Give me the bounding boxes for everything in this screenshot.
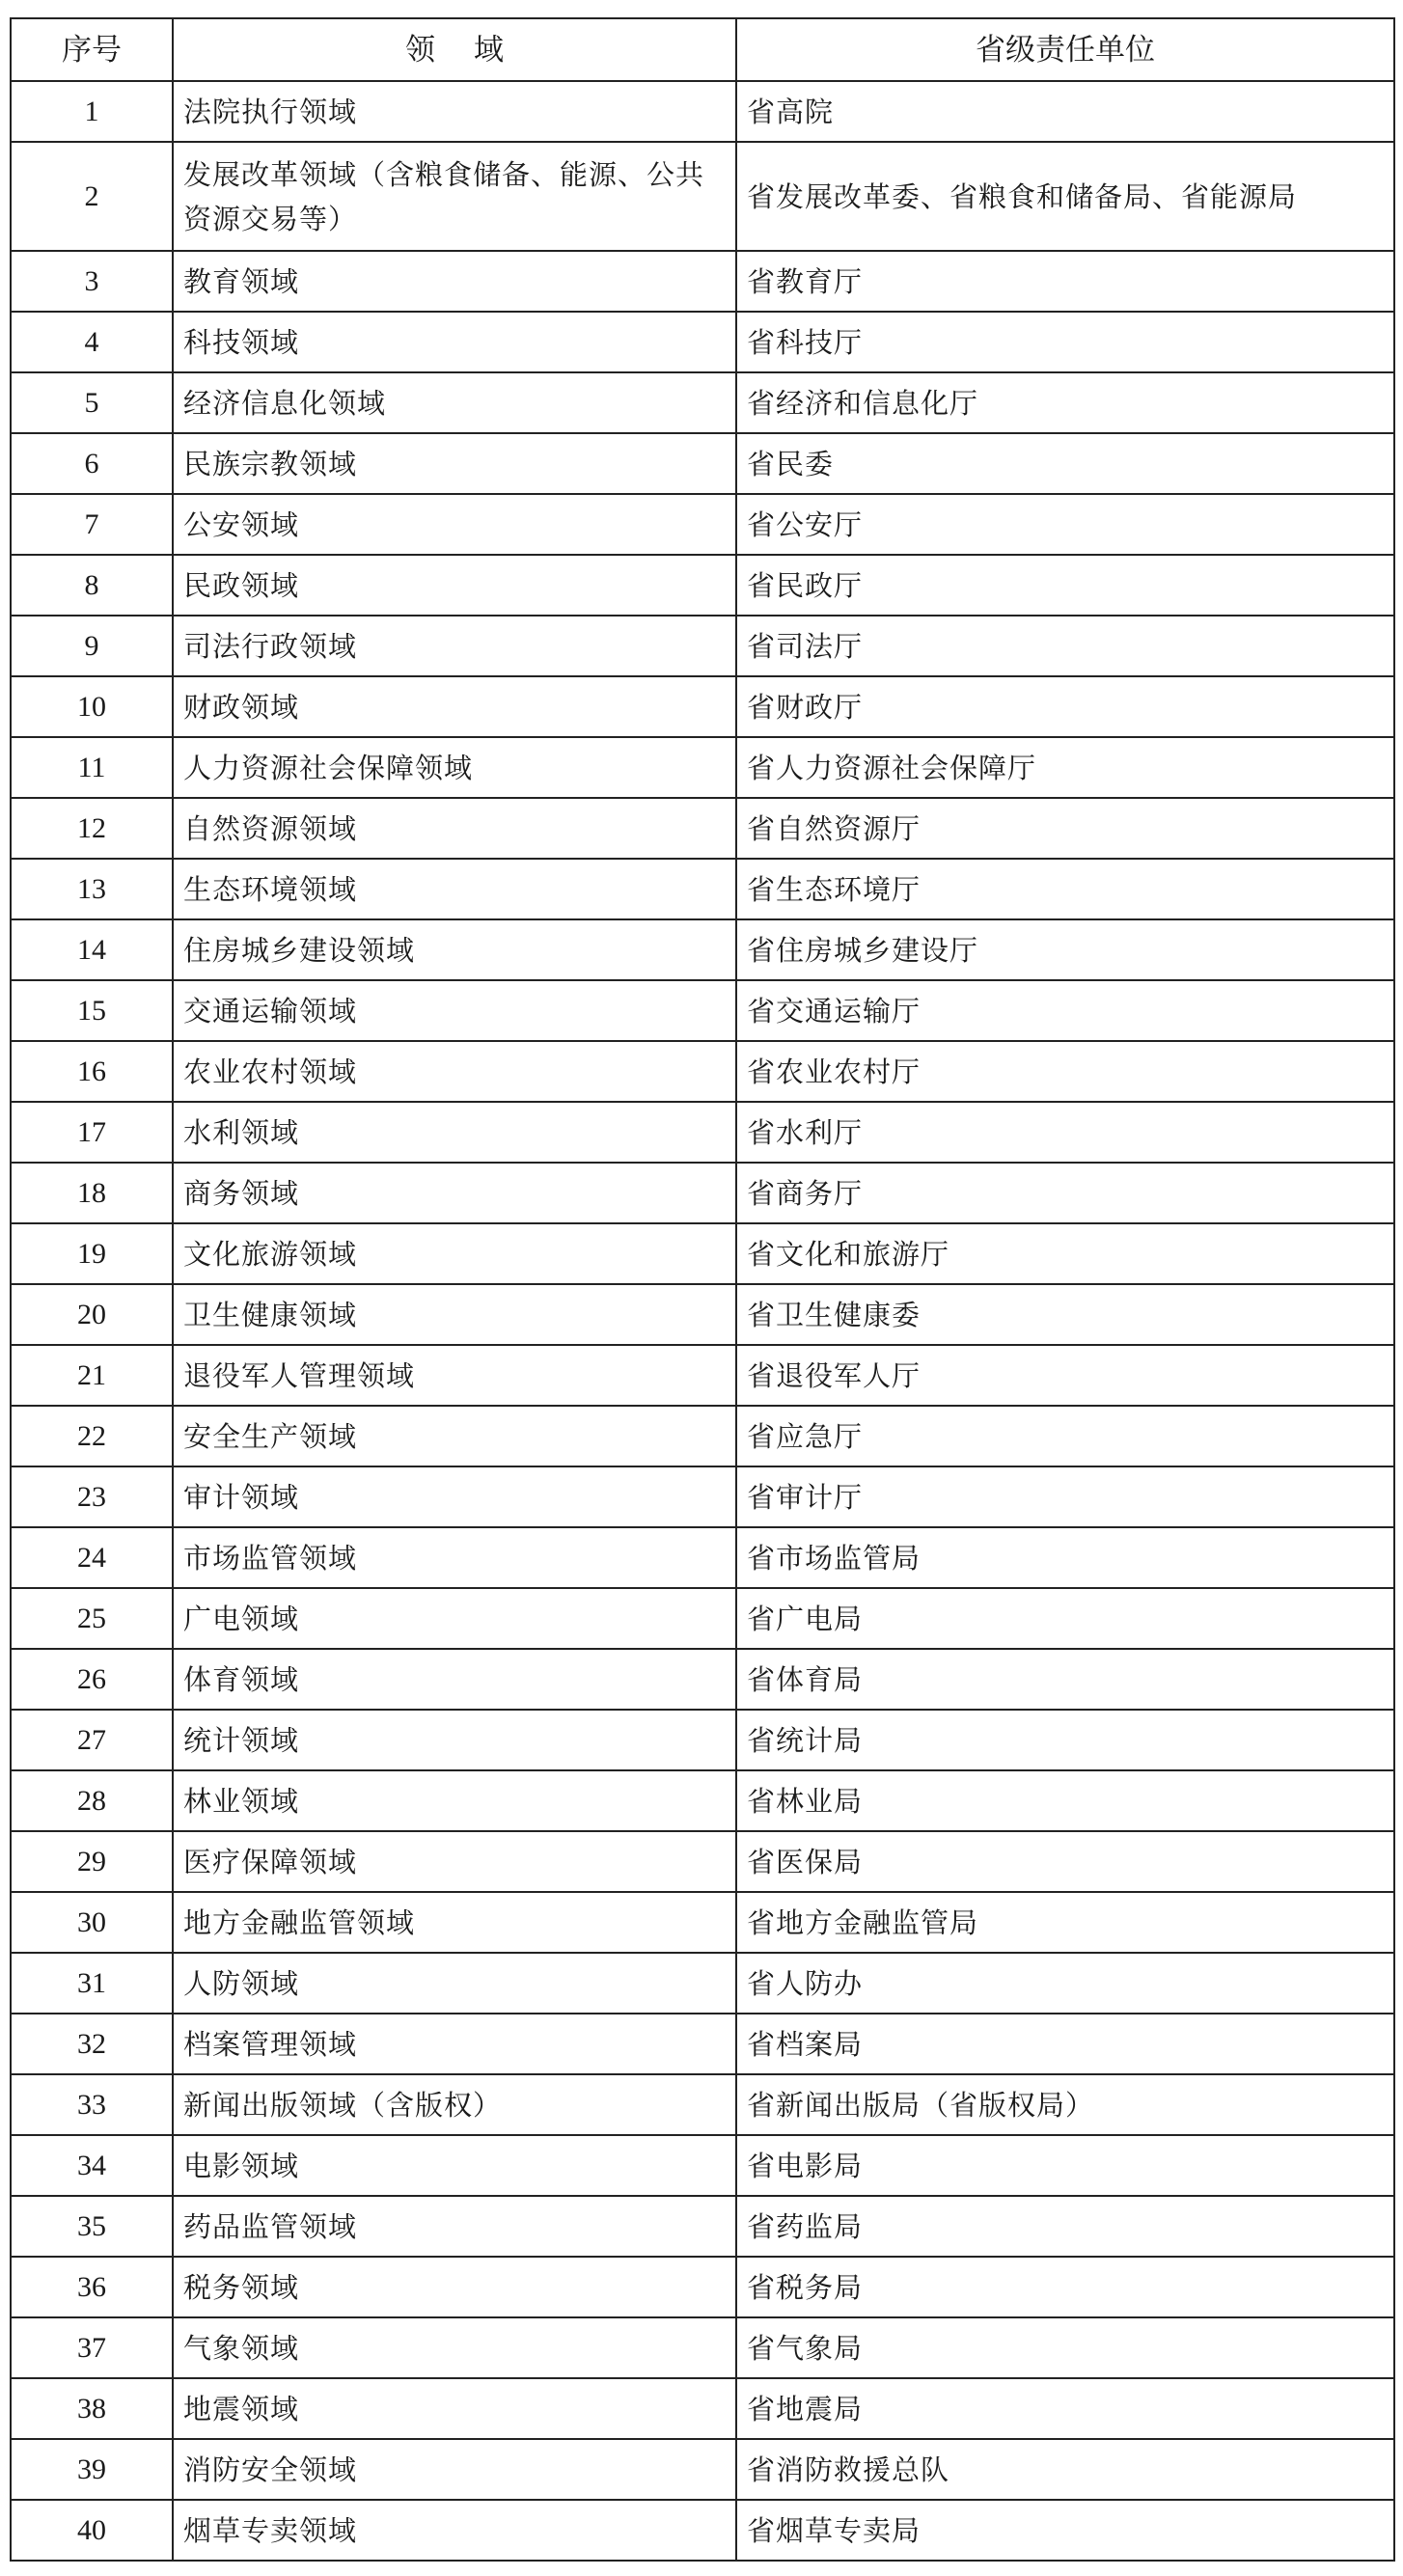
- row-responsible-unit: 省新闻出版局（省版权局）: [736, 2074, 1394, 2135]
- row-domain: 电影领域: [173, 2135, 736, 2196]
- row-domain: 统计领域: [173, 1710, 736, 1770]
- row-responsible-unit: 省统计局: [736, 1710, 1394, 1770]
- row-responsible-unit: 省财政厅: [736, 676, 1394, 737]
- row-responsible-unit: 省自然资源厅: [736, 798, 1394, 859]
- row-domain: 自然资源领域: [173, 798, 736, 859]
- row-serial-number: 25: [11, 1588, 173, 1649]
- row-domain: 人力资源社会保障领域: [173, 737, 736, 798]
- header-domain: 领域: [173, 18, 736, 81]
- table-row: [11, 312, 1394, 372]
- row-serial-number: 26: [11, 1649, 173, 1710]
- row-responsible-unit: 省司法厅: [736, 616, 1394, 676]
- table-row: [11, 2257, 1394, 2317]
- row-serial-number: 40: [11, 2500, 173, 2561]
- row-responsible-unit: 省科技厅: [736, 312, 1394, 372]
- row-responsible-unit: 省民政厅: [736, 555, 1394, 616]
- row-responsible-unit: 省文化和旅游厅: [736, 1223, 1394, 1284]
- row-domain: 生态环境领域: [173, 859, 736, 919]
- row-domain: 科技领域: [173, 312, 736, 372]
- table-row: [11, 1892, 1394, 1953]
- row-domain: 新闻出版领域（含版权）: [173, 2074, 736, 2135]
- table-row: [11, 2135, 1394, 2196]
- row-responsible-unit: 省发展改革委、省粮食和储备局、省能源局: [736, 142, 1394, 251]
- row-domain: 广电领域: [173, 1588, 736, 1649]
- row-serial-number: 8: [11, 555, 173, 616]
- table-row: [11, 798, 1394, 859]
- row-serial-number: 32: [11, 2014, 173, 2074]
- row-domain: 安全生产领域: [173, 1406, 736, 1466]
- row-responsible-unit: 省人防办: [736, 1953, 1394, 2014]
- row-responsible-unit: 省商务厅: [736, 1163, 1394, 1223]
- table-row: [11, 1041, 1394, 1102]
- row-responsible-unit: 省烟草专卖局: [736, 2500, 1394, 2561]
- row-responsible-unit: 省民委: [736, 433, 1394, 494]
- table-body: [11, 81, 1394, 2561]
- table-row: [11, 2500, 1394, 2561]
- row-serial-number: 33: [11, 2074, 173, 2135]
- row-responsible-unit: 省审计厅: [736, 1466, 1394, 1527]
- row-domain: 公安领域: [173, 494, 736, 555]
- table-row: [11, 1527, 1394, 1588]
- row-serial-number: 19: [11, 1223, 173, 1284]
- row-serial-number: 11: [11, 737, 173, 798]
- table-row: [11, 980, 1394, 1041]
- table-row: [11, 1163, 1394, 1223]
- table-header-row: [11, 18, 1394, 81]
- row-responsible-unit: 省电影局: [736, 2135, 1394, 2196]
- row-domain: 地方金融监管领域: [173, 1892, 736, 1953]
- row-serial-number: 4: [11, 312, 173, 372]
- row-responsible-unit: 省卫生健康委: [736, 1284, 1394, 1345]
- row-serial-number: 38: [11, 2378, 173, 2439]
- header-responsible-unit: 省级责任单位: [736, 18, 1394, 81]
- row-responsible-unit: 省退役军人厅: [736, 1345, 1394, 1406]
- responsibility-table: [10, 17, 1395, 2562]
- row-domain: 退役军人管理领域: [173, 1345, 736, 1406]
- row-domain: 税务领域: [173, 2257, 736, 2317]
- row-responsible-unit: 省药监局: [736, 2196, 1394, 2257]
- table-row: [11, 616, 1394, 676]
- row-serial-number: 27: [11, 1710, 173, 1770]
- row-serial-number: 37: [11, 2317, 173, 2378]
- document-page: [10, 17, 1393, 2562]
- row-serial-number: 9: [11, 616, 173, 676]
- row-responsible-unit: 省市场监管局: [736, 1527, 1394, 1588]
- row-responsible-unit: 省档案局: [736, 2014, 1394, 2074]
- row-responsible-unit: 省住房城乡建设厅: [736, 919, 1394, 980]
- row-serial-number: 17: [11, 1102, 173, 1163]
- row-responsible-unit: 省广电局: [736, 1588, 1394, 1649]
- table-row: [11, 142, 1394, 251]
- table-row: [11, 2439, 1394, 2500]
- row-responsible-unit: 省地震局: [736, 2378, 1394, 2439]
- row-serial-number: 14: [11, 919, 173, 980]
- row-domain: 药品监管领域: [173, 2196, 736, 2257]
- row-serial-number: 39: [11, 2439, 173, 2500]
- row-domain: 卫生健康领域: [173, 1284, 736, 1345]
- row-responsible-unit: 省消防救援总队: [736, 2439, 1394, 2500]
- row-domain: 住房城乡建设领域: [173, 919, 736, 980]
- row-serial-number: 16: [11, 1041, 173, 1102]
- table-row: [11, 1466, 1394, 1527]
- table-row: [11, 555, 1394, 616]
- table-row: [11, 676, 1394, 737]
- row-serial-number: 2: [11, 142, 173, 251]
- row-domain: 消防安全领域: [173, 2439, 736, 2500]
- table-row: [11, 494, 1394, 555]
- table-row: [11, 2317, 1394, 2378]
- row-domain: 发展改革领域（含粮食储备、能源、公共资源交易等）: [173, 142, 736, 251]
- table-row: [11, 1649, 1394, 1710]
- header-serial-number: 序号: [11, 18, 173, 81]
- row-serial-number: 28: [11, 1770, 173, 1831]
- table-row: [11, 2378, 1394, 2439]
- table-row: [11, 372, 1394, 433]
- table-row: [11, 433, 1394, 494]
- row-domain: 司法行政领域: [173, 616, 736, 676]
- table-row: [11, 1223, 1394, 1284]
- table-row: [11, 1710, 1394, 1770]
- table-row: [11, 1770, 1394, 1831]
- row-serial-number: 13: [11, 859, 173, 919]
- row-domain: 财政领域: [173, 676, 736, 737]
- row-responsible-unit: 省公安厅: [736, 494, 1394, 555]
- table-row: [11, 2014, 1394, 2074]
- row-serial-number: 1: [11, 81, 173, 142]
- table-row: [11, 859, 1394, 919]
- table-row: [11, 2074, 1394, 2135]
- row-responsible-unit: 省高院: [736, 81, 1394, 142]
- table-row: [11, 1345, 1394, 1406]
- row-responsible-unit: 省水利厅: [736, 1102, 1394, 1163]
- row-domain: 民族宗教领域: [173, 433, 736, 494]
- row-domain: 经济信息化领域: [173, 372, 736, 433]
- row-serial-number: 23: [11, 1466, 173, 1527]
- row-responsible-unit: 省医保局: [736, 1831, 1394, 1892]
- row-serial-number: 5: [11, 372, 173, 433]
- row-serial-number: 6: [11, 433, 173, 494]
- table-row: [11, 251, 1394, 312]
- row-domain: 档案管理领域: [173, 2014, 736, 2074]
- row-responsible-unit: 省税务局: [736, 2257, 1394, 2317]
- row-domain: 商务领域: [173, 1163, 736, 1223]
- table-row: [11, 2196, 1394, 2257]
- row-domain: 审计领域: [173, 1466, 736, 1527]
- row-serial-number: 29: [11, 1831, 173, 1892]
- row-serial-number: 12: [11, 798, 173, 859]
- row-serial-number: 18: [11, 1163, 173, 1223]
- row-domain: 民政领域: [173, 555, 736, 616]
- row-serial-number: 22: [11, 1406, 173, 1466]
- row-serial-number: 21: [11, 1345, 173, 1406]
- table-row: [11, 1953, 1394, 2014]
- row-serial-number: 36: [11, 2257, 173, 2317]
- row-responsible-unit: 省人力资源社会保障厅: [736, 737, 1394, 798]
- row-serial-number: 20: [11, 1284, 173, 1345]
- row-domain: 地震领域: [173, 2378, 736, 2439]
- table-row: [11, 1588, 1394, 1649]
- row-domain: 农业农村领域: [173, 1041, 736, 1102]
- row-serial-number: 24: [11, 1527, 173, 1588]
- row-responsible-unit: 省体育局: [736, 1649, 1394, 1710]
- row-domain: 市场监管领域: [173, 1527, 736, 1588]
- row-serial-number: 35: [11, 2196, 173, 2257]
- row-responsible-unit: 省应急厅: [736, 1406, 1394, 1466]
- table-row: [11, 1102, 1394, 1163]
- row-domain: 文化旅游领域: [173, 1223, 736, 1284]
- row-responsible-unit: 省教育厅: [736, 251, 1394, 312]
- row-serial-number: 15: [11, 980, 173, 1041]
- row-domain: 教育领域: [173, 251, 736, 312]
- table-row: [11, 919, 1394, 980]
- row-domain: 水利领域: [173, 1102, 736, 1163]
- table-row: [11, 81, 1394, 142]
- row-serial-number: 30: [11, 1892, 173, 1953]
- row-domain: 气象领域: [173, 2317, 736, 2378]
- row-serial-number: 3: [11, 251, 173, 312]
- table-row: [11, 1284, 1394, 1345]
- row-serial-number: 31: [11, 1953, 173, 2014]
- row-responsible-unit: 省林业局: [736, 1770, 1394, 1831]
- row-responsible-unit: 省气象局: [736, 2317, 1394, 2378]
- row-responsible-unit: 省经济和信息化厅: [736, 372, 1394, 433]
- row-responsible-unit: 省农业农村厅: [736, 1041, 1394, 1102]
- row-domain: 林业领域: [173, 1770, 736, 1831]
- row-serial-number: 10: [11, 676, 173, 737]
- row-domain: 烟草专卖领域: [173, 2500, 736, 2561]
- table-row: [11, 1406, 1394, 1466]
- row-serial-number: 34: [11, 2135, 173, 2196]
- row-serial-number: 7: [11, 494, 173, 555]
- table-row: [11, 1831, 1394, 1892]
- row-domain: 法院执行领域: [173, 81, 736, 142]
- row-responsible-unit: 省生态环境厅: [736, 859, 1394, 919]
- table-row: [11, 737, 1394, 798]
- row-responsible-unit: 省地方金融监管局: [736, 1892, 1394, 1953]
- row-domain: 体育领域: [173, 1649, 736, 1710]
- row-domain: 医疗保障领域: [173, 1831, 736, 1892]
- row-responsible-unit: 省交通运输厅: [736, 980, 1394, 1041]
- row-domain: 人防领域: [173, 1953, 736, 2014]
- row-domain: 交通运输领域: [173, 980, 736, 1041]
